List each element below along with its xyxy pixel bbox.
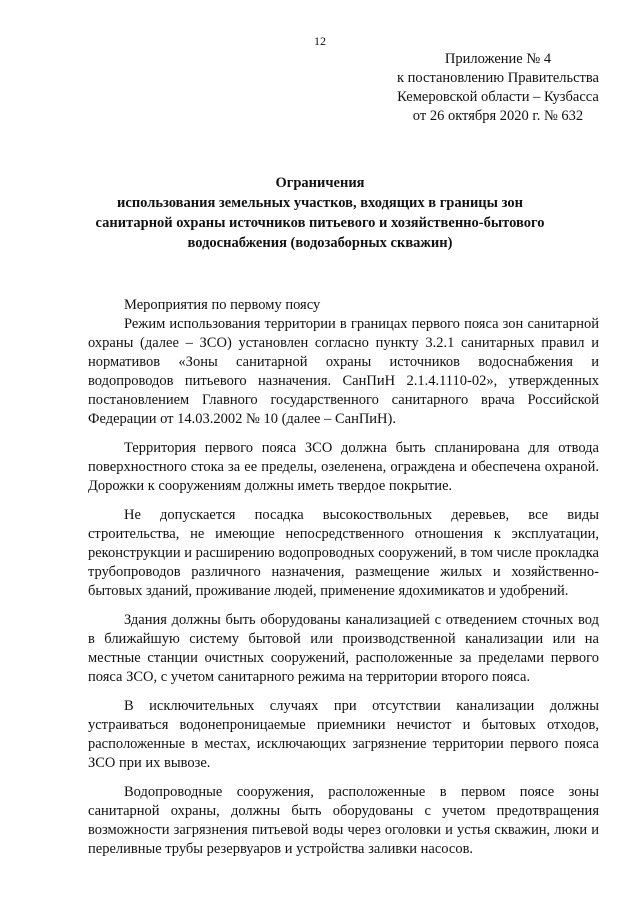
appendix-line: Приложение № 4 — [444, 51, 552, 67]
appendix-line: Кемеровской области – Кузбасса — [397, 89, 599, 105]
section-heading: Мероприятия по первому поясу — [124, 297, 321, 313]
paragraph: Здания должны быть оборудованы канализацией с отведением сточных вод в ближайшую систему бытовой или производственной канализации или на местные станции очистных сооружений, расположенные за пределами первого пояса ЗСО, с учетом санитарного режима на территории второго пояса. — [88, 612, 599, 685]
document-title — [60, 173, 580, 253]
appendix-line: от 26 октября 2020 г. № 632 — [412, 108, 584, 124]
paragraph: Не допускается посадка высокоствольных деревьев, все виды строительства, не имеющие непосредственного отношения к эксплуатации, реконструкции и расширению водопроводных сооружений, в том числе прокладка трубопроводов различного назначения, размещение жилых и хозяйственно-бытовых зданий, проживание людей, применение ядохимикатов и удобрений. — [88, 507, 599, 599]
document-body — [88, 296, 599, 859]
title-line: водоснабжения (водозаборных скважин) — [187, 235, 453, 251]
appendix-line: к постановлению Правительства — [397, 70, 599, 86]
paragraph: Территория первого пояса ЗСО должна быть спланирована для отвода поверхностного стока за ее пределы, озеленена, ограждена и обеспечена охраной. Дорожки к сооружениям должны иметь твердое покрытие. — [88, 440, 599, 494]
paragraph: Режим использования территории в границах первого пояса зон санитарной охраны (далее – ЗСО) установлен согласно пункту 3.2.1 санитарных правил и нормативов «Зоны санитарной охраны источников водоснабжения и водопроводов питьевого назначения. СанПиН 2.1.4.1110-02», утвержденных постановлением Главного государственного санитарного врача Российской Федерации от 14.03.2002 № 10 (далее – СанПиН). — [88, 316, 599, 427]
title-line: санитарной охраны источников питьевого и хозяйственно-бытового — [95, 215, 545, 231]
paragraph: Водопроводные сооружения, расположенные в первом поясе зоны санитарной охраны, должны быть оборудованы с учетом предотвращения возможности загрязнения питьевой воды через оголовки и устья скважин, люки и переливные трубы резервуаров и устройства заливки насосов. — [88, 784, 599, 857]
appendix-reference — [397, 50, 599, 126]
page-number: 12 — [314, 34, 326, 48]
title-line: использования земельных участков, входящих в границы зон — [117, 195, 523, 211]
title-line: Ограничения — [275, 175, 365, 191]
paragraph: В исключительных случаях при отсутствии канализации должны устраиваться водонепроницаемые приемники нечистот и бытовых отходов, расположенные в местах, исключающих загрязнение территории первого пояса ЗСО при их вывозе. — [88, 698, 599, 771]
